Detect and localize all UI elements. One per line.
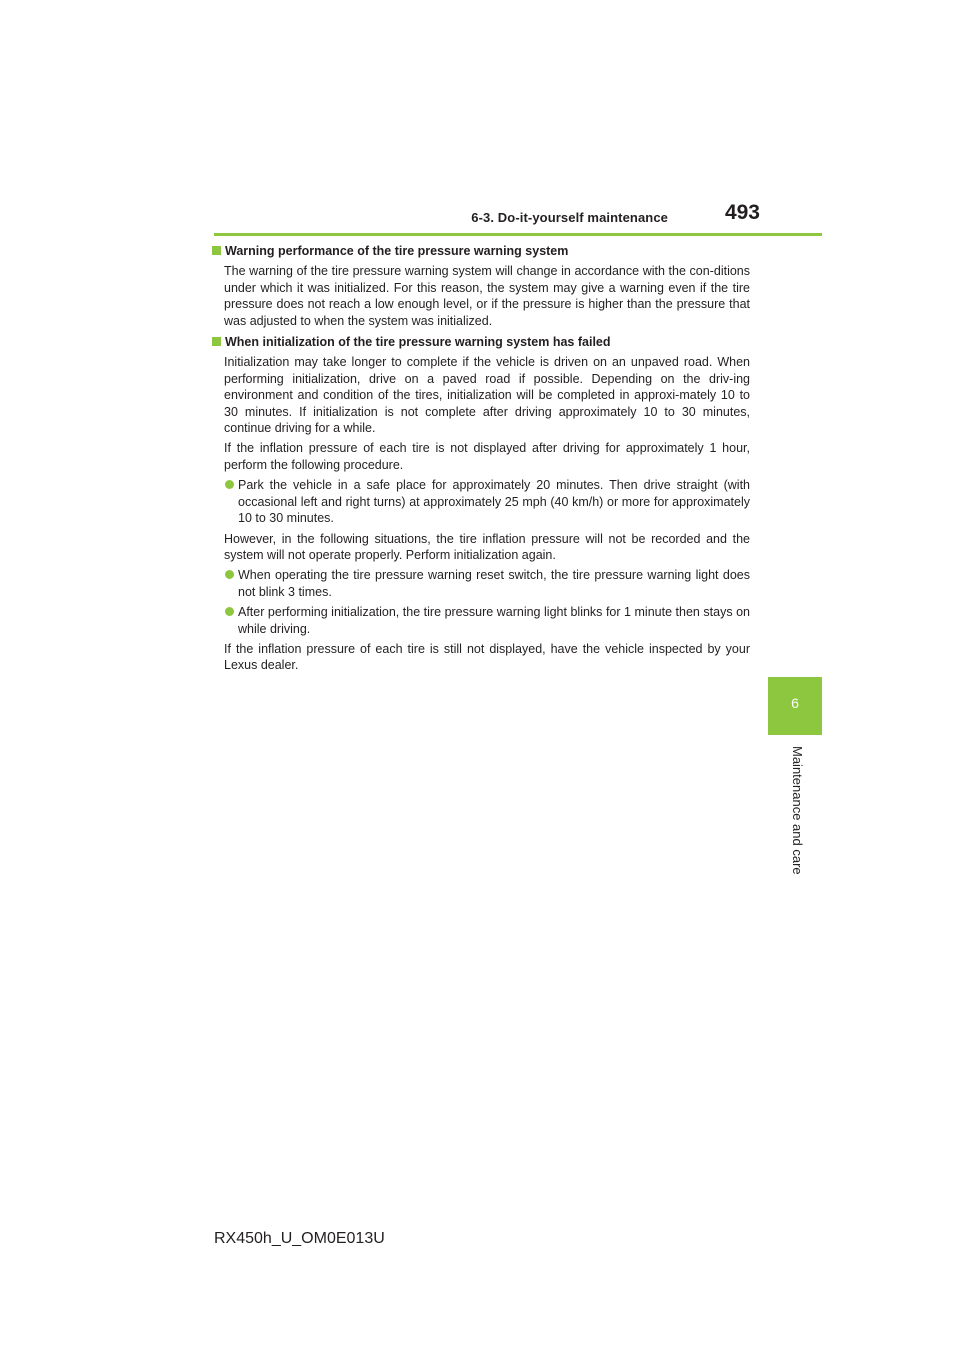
chapter-label: Maintenance and care	[790, 746, 805, 875]
section-heading-text: Warning performance of the tire pressure warning system	[225, 244, 569, 258]
chapter-number: 6	[791, 695, 799, 711]
chapter-tab	[768, 677, 822, 735]
paragraph: Initialization may take longer to complete if the vehicle is driven on an unpaved road. When performing initialization, drive on a paved road if possible. Depending on the driv-ing environment and condition of the tires, initialization will be completed in approxi-mately 10 to 30 minutes. If initialization is not complete after driving approximately 10 to 30 minutes, continue driving for a while.	[224, 355, 750, 436]
list-item-text: After performing initialization, the tire pressure warning light blinks for 1 minute then stays on while driving.	[238, 605, 750, 636]
page-number: 493	[724, 201, 760, 224]
square-bullet-icon	[212, 246, 221, 255]
section-initialization-failed	[212, 334, 750, 674]
circle-bullet-icon	[225, 480, 234, 489]
section-heading	[212, 334, 750, 350]
section-warning-performance	[212, 243, 750, 329]
list-item	[224, 477, 750, 526]
header-divider	[214, 233, 822, 236]
circle-bullet-icon	[225, 607, 234, 616]
page-content	[212, 243, 750, 679]
list-item	[224, 567, 750, 600]
section-title: 6-3. Do-it-yourself maintenance	[471, 210, 668, 225]
square-bullet-icon	[212, 337, 221, 346]
list-item-text: Park the vehicle in a safe place for approximately 20 minutes. Then drive straight (with occasional left and right turns) at approximately 25 mph (40 km/h) or more for approximately 10 to 30 minutes.	[238, 478, 750, 526]
circle-bullet-icon	[225, 570, 234, 579]
paragraph: The warning of the tire pressure warning system will change in accordance with the con-ditions under which it was initialized. For this reason, the system may give a warning even if the tire pressure does not reach a low enough level, or if the pressure is higher than the pressure that was adjusted to when the system was initialized.	[224, 264, 750, 328]
page-header	[0, 200, 822, 234]
section-heading	[212, 243, 750, 259]
paragraph: However, in the following situations, the tire inflation pressure will not be recorded and the system will not operate properly. Perform initialization again.	[224, 531, 750, 562]
section-heading-text: When initialization of the tire pressure warning system has failed	[225, 335, 611, 350]
model-code: RX450h_U_OM0E013U	[214, 1230, 385, 1247]
paragraph: If the inflation pressure of each tire is still not displayed, have the vehicle inspected by your Lexus dealer.	[224, 641, 750, 673]
list-item	[224, 604, 750, 637]
list-item-text: When operating the tire pressure warning reset switch, the tire pressure warning light does not blink 3 times.	[238, 568, 750, 599]
paragraph: If the inflation pressure of each tire is not displayed after driving for approximately 1 hour, perform the following procedure.	[224, 441, 750, 472]
